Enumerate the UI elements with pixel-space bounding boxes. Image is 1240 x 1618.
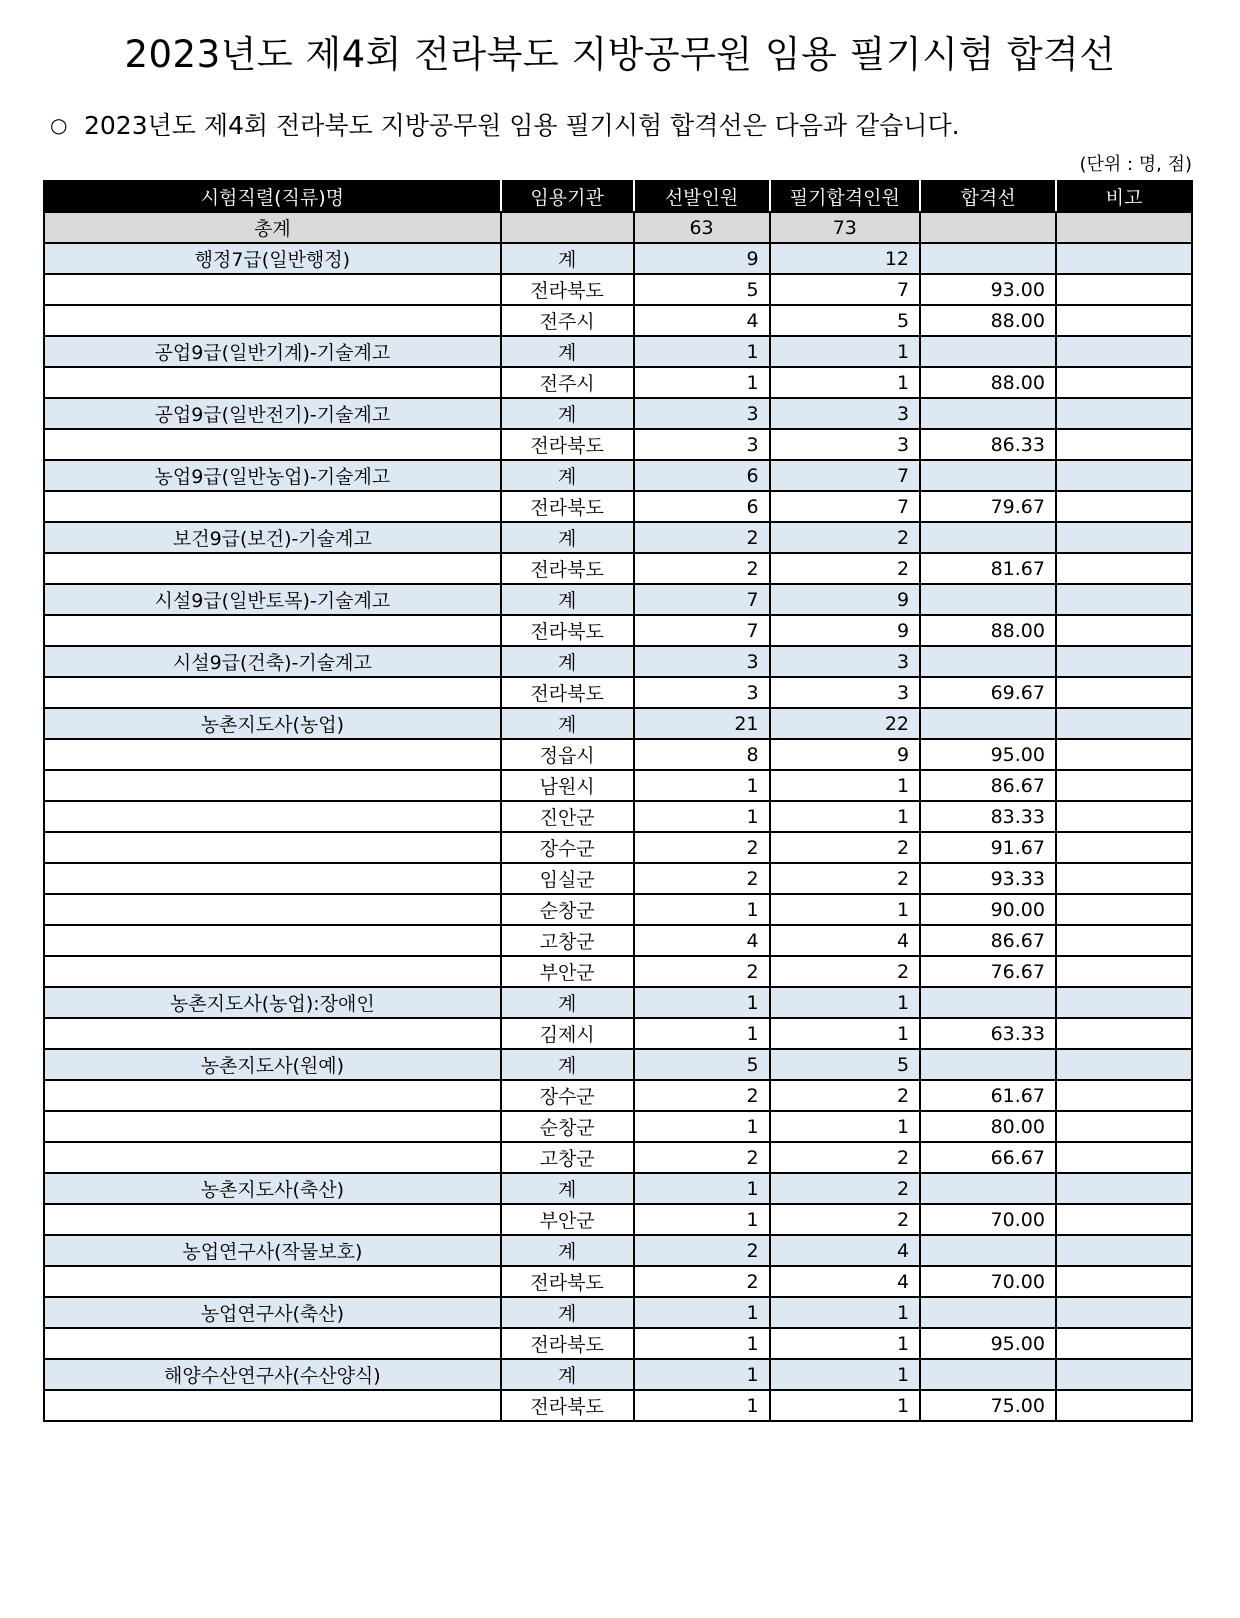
cell-agency: 부안군 xyxy=(501,1204,634,1235)
cell-note xyxy=(1056,398,1192,429)
cell-selected: 1 xyxy=(634,336,770,367)
cell-note xyxy=(1056,646,1192,677)
table-row xyxy=(44,894,1192,925)
cell-agency: 계 xyxy=(501,522,634,553)
table-row xyxy=(44,274,1192,305)
cell-agency: 순창군 xyxy=(501,1111,634,1142)
cell-exam-name: 농촌지도사(축산) xyxy=(44,1173,501,1204)
cell-exam-name: 농촌지도사(농업) xyxy=(44,708,501,739)
cell-agency: 계 xyxy=(501,1235,634,1266)
cell-note xyxy=(1056,1297,1192,1328)
intro-line xyxy=(50,106,960,142)
cell-cutoff xyxy=(920,1297,1056,1328)
table-row-subtotal xyxy=(44,336,1192,367)
cell-passed: 9 xyxy=(770,615,921,646)
table-row-subtotal xyxy=(44,987,1192,1018)
cell-agency: 고창군 xyxy=(501,1142,634,1173)
cell-passed: 4 xyxy=(770,925,921,956)
table-row-subtotal xyxy=(44,243,1192,274)
cell-note xyxy=(1056,274,1192,305)
table-body xyxy=(44,212,1192,1421)
cell-cutoff: 90.00 xyxy=(920,894,1056,925)
cell-cutoff: 88.00 xyxy=(920,615,1056,646)
cell-cutoff xyxy=(920,987,1056,1018)
cell-exam-name: 총계 xyxy=(44,212,501,243)
table-row xyxy=(44,956,1192,987)
cell-cutoff: 75.00 xyxy=(920,1390,1056,1421)
cell-selected: 1 xyxy=(634,1359,770,1390)
cell-selected: 1 xyxy=(634,367,770,398)
table-row-subtotal xyxy=(44,1049,1192,1080)
cell-agency: 전라북도 xyxy=(501,677,634,708)
cell-passed: 4 xyxy=(770,1235,921,1266)
cell-cutoff xyxy=(920,398,1056,429)
cell-passed: 1 xyxy=(770,336,921,367)
cell-passed: 3 xyxy=(770,646,921,677)
table-row-subtotal xyxy=(44,1235,1192,1266)
cell-note xyxy=(1056,1080,1192,1111)
cell-passed: 2 xyxy=(770,553,921,584)
cell-passed: 1 xyxy=(770,1018,921,1049)
cell-note xyxy=(1056,1328,1192,1359)
cell-cutoff: 93.00 xyxy=(920,274,1056,305)
cell-selected: 5 xyxy=(634,274,770,305)
table-row xyxy=(44,801,1192,832)
cell-exam-name xyxy=(44,1328,501,1359)
cell-passed: 2 xyxy=(770,832,921,863)
cell-passed: 2 xyxy=(770,1204,921,1235)
cell-agency: 계 xyxy=(501,1297,634,1328)
cell-exam-name xyxy=(44,1266,501,1297)
table-row-subtotal xyxy=(44,398,1192,429)
table-row xyxy=(44,429,1192,460)
table-row xyxy=(44,863,1192,894)
cell-agency: 계 xyxy=(501,708,634,739)
cell-passed: 1 xyxy=(770,1328,921,1359)
intro-text: 2023년도 제4회 전라북도 지방공무원 임용 필기시험 합격선은 다음과 같습니다. xyxy=(84,111,960,140)
cell-selected: 6 xyxy=(634,460,770,491)
cell-selected: 2 xyxy=(634,1142,770,1173)
cell-passed: 2 xyxy=(770,956,921,987)
cell-passed: 12 xyxy=(770,243,921,274)
cell-passed: 2 xyxy=(770,1173,921,1204)
cell-exam-name: 보건9급(보건)-기술계고 xyxy=(44,522,501,553)
cell-cutoff xyxy=(920,708,1056,739)
cell-agency: 계 xyxy=(501,646,634,677)
cell-selected: 2 xyxy=(634,1080,770,1111)
cell-note xyxy=(1056,212,1192,243)
table-row xyxy=(44,615,1192,646)
cell-exam-name xyxy=(44,367,501,398)
cell-passed: 73 xyxy=(770,212,921,243)
cell-agency: 진안군 xyxy=(501,801,634,832)
cell-selected: 7 xyxy=(634,584,770,615)
cell-cutoff xyxy=(920,336,1056,367)
cell-cutoff xyxy=(920,1235,1056,1266)
cell-agency: 계 xyxy=(501,584,634,615)
cell-note xyxy=(1056,832,1192,863)
cell-passed: 4 xyxy=(770,1266,921,1297)
cell-exam-name: 공업9급(일반전기)-기술계고 xyxy=(44,398,501,429)
cell-agency: 부안군 xyxy=(501,956,634,987)
cell-selected: 2 xyxy=(634,1266,770,1297)
table-row-subtotal xyxy=(44,708,1192,739)
table-row-subtotal xyxy=(44,584,1192,615)
cell-exam-name xyxy=(44,615,501,646)
cell-passed: 1 xyxy=(770,801,921,832)
cell-note xyxy=(1056,584,1192,615)
cell-cutoff xyxy=(920,243,1056,274)
cell-selected: 63 xyxy=(634,212,770,243)
cell-note xyxy=(1056,243,1192,274)
cell-note xyxy=(1056,305,1192,336)
cell-note xyxy=(1056,367,1192,398)
cell-selected: 3 xyxy=(634,677,770,708)
cell-exam-name: 농업9급(일반농업)-기술계고 xyxy=(44,460,501,491)
cell-note xyxy=(1056,460,1192,491)
table-row-subtotal xyxy=(44,460,1192,491)
cell-selected: 2 xyxy=(634,522,770,553)
cell-selected: 2 xyxy=(634,863,770,894)
cell-passed: 7 xyxy=(770,491,921,522)
table-row xyxy=(44,305,1192,336)
cell-exam-name: 농촌지도사(농업):장애인 xyxy=(44,987,501,1018)
unit-note: (단위 : 명, 점) xyxy=(1079,154,1192,175)
cell-selected: 1 xyxy=(634,987,770,1018)
cell-passed: 5 xyxy=(770,1049,921,1080)
cell-passed: 3 xyxy=(770,429,921,460)
cell-agency: 계 xyxy=(501,1049,634,1080)
cell-cutoff: 86.67 xyxy=(920,925,1056,956)
cell-note xyxy=(1056,1049,1192,1080)
table-row xyxy=(44,770,1192,801)
cell-note xyxy=(1056,1235,1192,1266)
cell-agency: 전라북도 xyxy=(501,1328,634,1359)
cell-passed: 7 xyxy=(770,460,921,491)
cell-passed: 2 xyxy=(770,863,921,894)
cell-selected: 6 xyxy=(634,491,770,522)
cell-passed: 7 xyxy=(770,274,921,305)
cell-note xyxy=(1056,429,1192,460)
cell-exam-name xyxy=(44,863,501,894)
cell-cutoff xyxy=(920,584,1056,615)
table-row xyxy=(44,1142,1192,1173)
cell-agency: 계 xyxy=(501,460,634,491)
cell-selected: 1 xyxy=(634,801,770,832)
cell-exam-name: 시설9급(건축)-기술계고 xyxy=(44,646,501,677)
cell-selected: 2 xyxy=(634,956,770,987)
cell-exam-name: 시설9급(일반토목)-기술계고 xyxy=(44,584,501,615)
table-row xyxy=(44,367,1192,398)
cell-note xyxy=(1056,522,1192,553)
cell-exam-name xyxy=(44,832,501,863)
cell-agency: 김제시 xyxy=(501,1018,634,1049)
cell-exam-name xyxy=(44,1204,501,1235)
cell-passed: 2 xyxy=(770,1142,921,1173)
cell-note xyxy=(1056,1266,1192,1297)
header-exam-name: 시험직렬(직류)명 xyxy=(44,181,501,212)
table-row xyxy=(44,925,1192,956)
cell-note xyxy=(1056,956,1192,987)
cell-note xyxy=(1056,925,1192,956)
cell-note xyxy=(1056,708,1192,739)
cell-note xyxy=(1056,987,1192,1018)
cell-agency: 계 xyxy=(501,987,634,1018)
cell-agency: 전라북도 xyxy=(501,274,634,305)
table-row-subtotal xyxy=(44,1173,1192,1204)
table-row-subtotal xyxy=(44,1359,1192,1390)
cell-passed: 1 xyxy=(770,1297,921,1328)
cell-selected: 1 xyxy=(634,1173,770,1204)
cell-cutoff: 69.67 xyxy=(920,677,1056,708)
cell-cutoff xyxy=(920,460,1056,491)
cell-passed: 22 xyxy=(770,708,921,739)
cell-exam-name xyxy=(44,429,501,460)
cell-note xyxy=(1056,1142,1192,1173)
cell-note xyxy=(1056,336,1192,367)
table-row xyxy=(44,1390,1192,1421)
cell-selected: 1 xyxy=(634,894,770,925)
results-table xyxy=(43,180,1193,1422)
cell-passed: 2 xyxy=(770,1080,921,1111)
cell-cutoff: 95.00 xyxy=(920,1328,1056,1359)
cell-cutoff: 93.33 xyxy=(920,863,1056,894)
table-row xyxy=(44,1328,1192,1359)
table-row xyxy=(44,553,1192,584)
cell-agency: 장수군 xyxy=(501,832,634,863)
cell-note xyxy=(1056,615,1192,646)
table-row xyxy=(44,491,1192,522)
cell-exam-name xyxy=(44,894,501,925)
cell-exam-name: 농업연구사(축산) xyxy=(44,1297,501,1328)
cell-passed: 1 xyxy=(770,367,921,398)
cell-selected: 3 xyxy=(634,398,770,429)
cell-selected: 2 xyxy=(634,553,770,584)
cell-agency: 계 xyxy=(501,1173,634,1204)
cell-cutoff xyxy=(920,212,1056,243)
cell-note xyxy=(1056,1018,1192,1049)
cell-agency: 계 xyxy=(501,398,634,429)
cell-passed: 2 xyxy=(770,522,921,553)
cell-selected: 1 xyxy=(634,1204,770,1235)
cell-exam-name xyxy=(44,770,501,801)
cell-cutoff xyxy=(920,522,1056,553)
cell-exam-name: 농업연구사(작물보호) xyxy=(44,1235,501,1266)
cell-exam-name: 해양수산연구사(수산양식) xyxy=(44,1359,501,1390)
cell-agency: 전주시 xyxy=(501,305,634,336)
cell-cutoff: 81.67 xyxy=(920,553,1056,584)
cell-agency: 임실군 xyxy=(501,863,634,894)
cell-selected: 5 xyxy=(634,1049,770,1080)
cell-passed: 1 xyxy=(770,1111,921,1142)
table-header xyxy=(44,181,1192,212)
cell-cutoff: 79.67 xyxy=(920,491,1056,522)
cell-exam-name xyxy=(44,491,501,522)
cell-selected: 7 xyxy=(634,615,770,646)
cell-selected: 8 xyxy=(634,739,770,770)
total-row xyxy=(44,212,1192,243)
cell-cutoff xyxy=(920,1049,1056,1080)
cell-agency: 전라북도 xyxy=(501,615,634,646)
cell-agency: 장수군 xyxy=(501,1080,634,1111)
cell-passed: 1 xyxy=(770,770,921,801)
cell-agency: 전라북도 xyxy=(501,553,634,584)
cell-exam-name xyxy=(44,677,501,708)
cell-agency: 고창군 xyxy=(501,925,634,956)
cell-agency: 정읍시 xyxy=(501,739,634,770)
cell-note xyxy=(1056,1111,1192,1142)
table-row xyxy=(44,832,1192,863)
cell-cutoff: 66.67 xyxy=(920,1142,1056,1173)
cell-agency: 계 xyxy=(501,1359,634,1390)
cell-exam-name xyxy=(44,1142,501,1173)
cell-note xyxy=(1056,1204,1192,1235)
table-row xyxy=(44,1111,1192,1142)
cell-selected: 3 xyxy=(634,429,770,460)
cell-passed: 9 xyxy=(770,739,921,770)
table-row xyxy=(44,1018,1192,1049)
cell-passed: 1 xyxy=(770,987,921,1018)
cell-agency: 전주시 xyxy=(501,367,634,398)
table-row-subtotal xyxy=(44,1297,1192,1328)
cell-cutoff: 76.67 xyxy=(920,956,1056,987)
cell-selected: 21 xyxy=(634,708,770,739)
header-agency: 임용기관 xyxy=(501,181,634,212)
cell-selected: 1 xyxy=(634,1111,770,1142)
cell-exam-name xyxy=(44,553,501,584)
table-row xyxy=(44,739,1192,770)
cell-passed: 3 xyxy=(770,677,921,708)
cell-cutoff: 70.00 xyxy=(920,1266,1056,1297)
cell-selected: 2 xyxy=(634,1235,770,1266)
cell-cutoff xyxy=(920,646,1056,677)
table-row-subtotal xyxy=(44,646,1192,677)
cell-selected: 1 xyxy=(634,1018,770,1049)
table-row xyxy=(44,1204,1192,1235)
cell-note xyxy=(1056,1390,1192,1421)
bullet-icon: ○ xyxy=(50,113,68,137)
header-note: 비고 xyxy=(1056,181,1192,212)
cell-selected: 2 xyxy=(634,832,770,863)
cell-note xyxy=(1056,863,1192,894)
header-cutoff: 합격선 xyxy=(920,181,1056,212)
cell-note xyxy=(1056,1173,1192,1204)
cell-passed: 9 xyxy=(770,584,921,615)
cell-note xyxy=(1056,677,1192,708)
cell-cutoff: 83.33 xyxy=(920,801,1056,832)
cell-selected: 1 xyxy=(634,1390,770,1421)
cell-agency: 전라북도 xyxy=(501,429,634,460)
cell-exam-name: 농촌지도사(원예) xyxy=(44,1049,501,1080)
page-title: 2023년도 제4회 전라북도 지방공무원 임용 필기시험 합격선 xyxy=(124,33,1116,76)
header-row xyxy=(44,181,1192,212)
cell-note xyxy=(1056,1359,1192,1390)
cell-selected: 1 xyxy=(634,770,770,801)
cell-cutoff: 86.33 xyxy=(920,429,1056,460)
cell-cutoff: 91.67 xyxy=(920,832,1056,863)
cell-agency xyxy=(501,212,634,243)
cell-exam-name: 행정7급(일반행정) xyxy=(44,243,501,274)
cell-selected: 4 xyxy=(634,925,770,956)
cell-cutoff: 70.00 xyxy=(920,1204,1056,1235)
cell-note xyxy=(1056,553,1192,584)
cell-agency: 전라북도 xyxy=(501,1266,634,1297)
cell-note xyxy=(1056,739,1192,770)
cell-cutoff: 86.67 xyxy=(920,770,1056,801)
cell-passed: 3 xyxy=(770,398,921,429)
cell-exam-name xyxy=(44,1080,501,1111)
cell-exam-name xyxy=(44,956,501,987)
cell-cutoff xyxy=(920,1359,1056,1390)
cell-selected: 3 xyxy=(634,646,770,677)
cell-exam-name: 공업9급(일반기계)-기술계고 xyxy=(44,336,501,367)
cell-agency: 전라북도 xyxy=(501,1390,634,1421)
cell-cutoff: 88.00 xyxy=(920,367,1056,398)
cell-note xyxy=(1056,894,1192,925)
cell-passed: 1 xyxy=(770,1390,921,1421)
cell-agency: 전라북도 xyxy=(501,491,634,522)
cell-selected: 4 xyxy=(634,305,770,336)
cell-cutoff: 63.33 xyxy=(920,1018,1056,1049)
cell-exam-name xyxy=(44,801,501,832)
cell-selected: 1 xyxy=(634,1297,770,1328)
cell-exam-name xyxy=(44,925,501,956)
cell-selected: 9 xyxy=(634,243,770,274)
cell-exam-name xyxy=(44,274,501,305)
table-row xyxy=(44,1080,1192,1111)
cell-passed: 1 xyxy=(770,894,921,925)
cell-passed: 1 xyxy=(770,1359,921,1390)
table-row-subtotal xyxy=(44,522,1192,553)
cell-agency: 남원시 xyxy=(501,770,634,801)
cell-cutoff: 95.00 xyxy=(920,739,1056,770)
cell-note xyxy=(1056,770,1192,801)
header-passed: 필기합격인원 xyxy=(770,181,921,212)
cell-note xyxy=(1056,491,1192,522)
cell-note xyxy=(1056,801,1192,832)
cell-passed: 5 xyxy=(770,305,921,336)
cell-agency: 계 xyxy=(501,336,634,367)
cell-cutoff: 88.00 xyxy=(920,305,1056,336)
cell-cutoff: 61.67 xyxy=(920,1080,1056,1111)
cell-exam-name xyxy=(44,1111,501,1142)
cell-exam-name xyxy=(44,305,501,336)
cell-exam-name xyxy=(44,1018,501,1049)
cell-selected: 1 xyxy=(634,1328,770,1359)
cell-exam-name xyxy=(44,1390,501,1421)
cell-agency: 계 xyxy=(501,243,634,274)
cell-cutoff xyxy=(920,1173,1056,1204)
cell-agency: 순창군 xyxy=(501,894,634,925)
cell-exam-name xyxy=(44,739,501,770)
table-row xyxy=(44,1266,1192,1297)
cell-cutoff: 80.00 xyxy=(920,1111,1056,1142)
header-selected: 선발인원 xyxy=(634,181,770,212)
table-row xyxy=(44,677,1192,708)
